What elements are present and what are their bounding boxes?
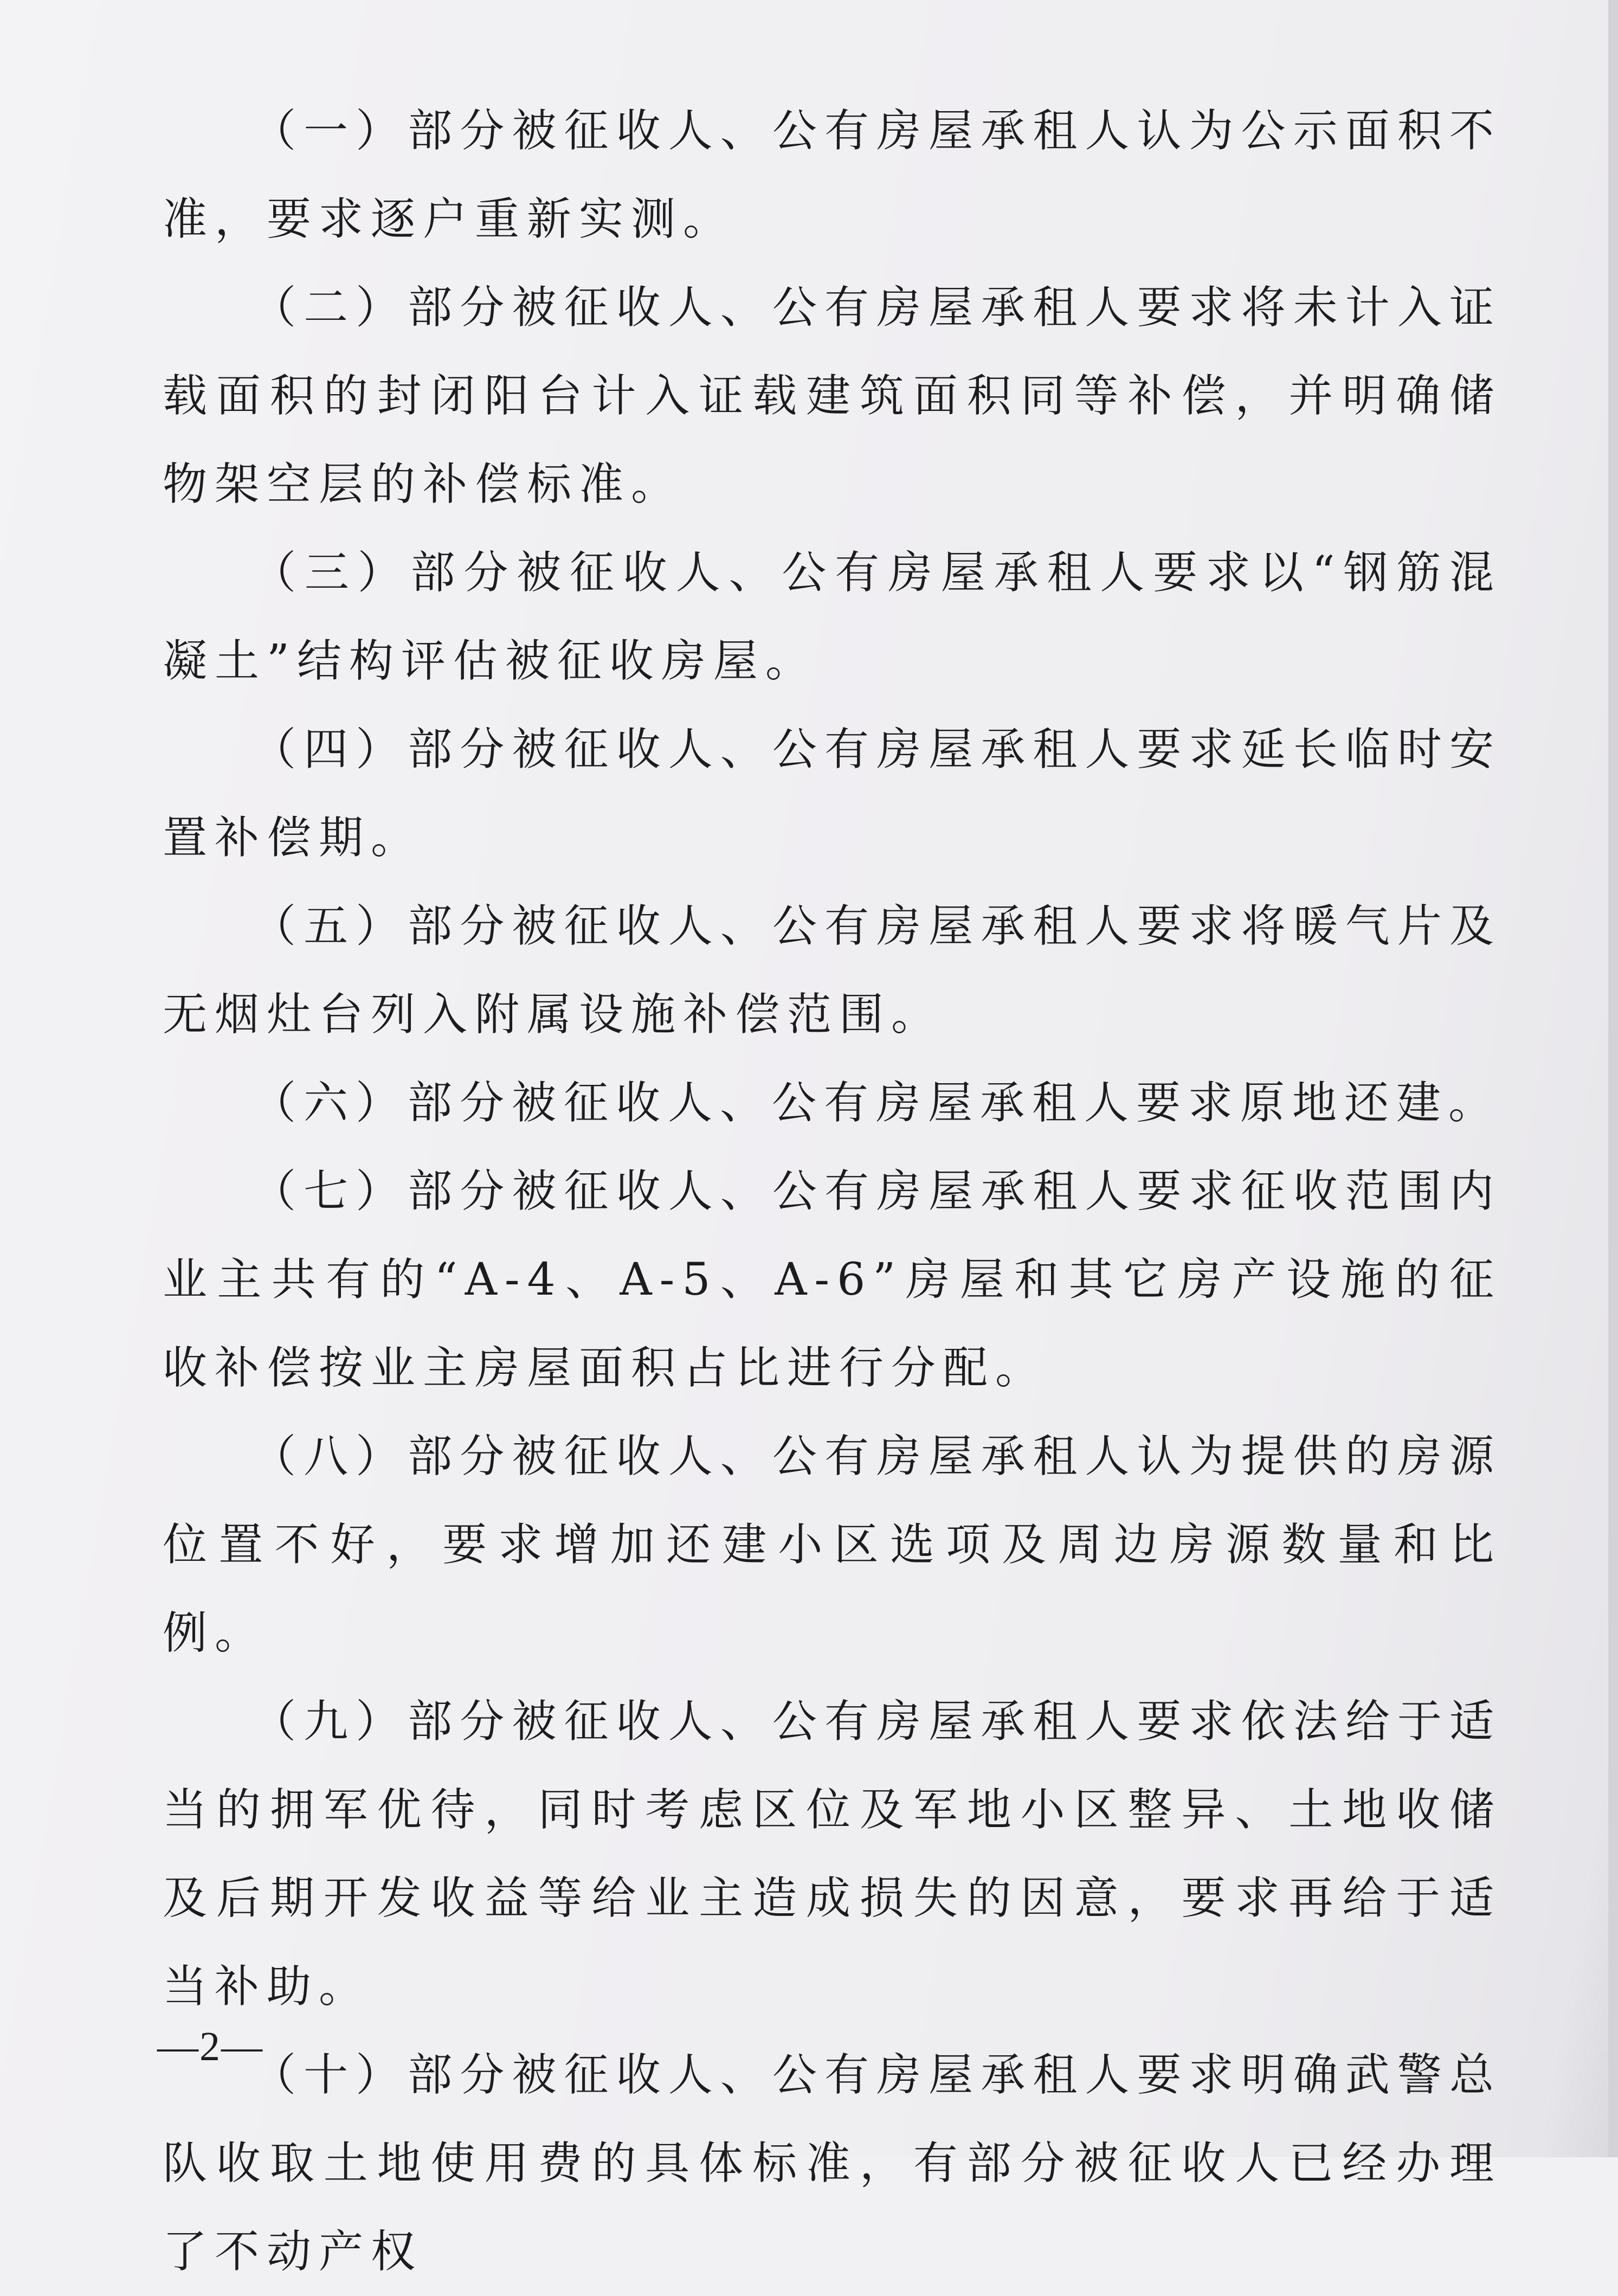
paragraph-item-9: （九）部分被征收人、公有房屋承租人要求依法给于适当的拥军优待，同时考虑区位及军地小区整异、土地收储及后期开发收益等给业主造成损失的因意，要求再给于适当补助。 [163, 1696, 1501, 2012]
paragraph-item-1: （一）部分被征收人、公有房屋承租人认为公示面积不准，要求逐户重新实测。 [163, 105, 1501, 245]
paragraph-item-6: （六）部分被征收人、公有房屋承租人要求原地还建。 [252, 1077, 1501, 1129]
paragraph-item-5: （五）部分被征收人、公有房屋承租人要求将暖气片及无烟灶台列入附属设施补偿范围。 [163, 901, 1501, 1040]
page-number: —2— [157, 2024, 263, 2069]
paragraph-item-4: （四）部分被征收人、公有房屋承租人要求延长临时安置补偿期。 [163, 724, 1501, 864]
paragraph-item-10: （十）部分被征收人、公有房屋承租人要求明确武警总队收取土地使用费的具体标准，有部分被征收人已经办理了不动产权 [163, 2049, 1501, 2278]
page-edge-shadow [1608, 0, 1618, 2157]
paragraph-item-3: （三）部分被征收人、公有房屋承租人要求以“钢筋混凝土”结构评估被征收房屋。 [163, 547, 1501, 687]
paragraph-item-2: （二）部分被征收人、公有房屋承租人要求将未计入证载面积的封闭阳台计入证载建筑面积同等补偿，并明确储物架空层的补偿标准。 [163, 282, 1501, 510]
document-body [163, 87, 1501, 2296]
paragraph-item-7: （七）部分被征收人、公有房屋承租人要求征收范围内业主共有的“A-4、A-5、A-6”房屋和其它房产设施的征收补偿按业主房屋面积占比进行分配。 [163, 1166, 1501, 1394]
paragraph-item-8: （八）部分被征收人、公有房屋承租人认为提供的房源位置不好，要求增加还建小区选项及周边房源数量和比例。 [163, 1431, 1501, 1659]
